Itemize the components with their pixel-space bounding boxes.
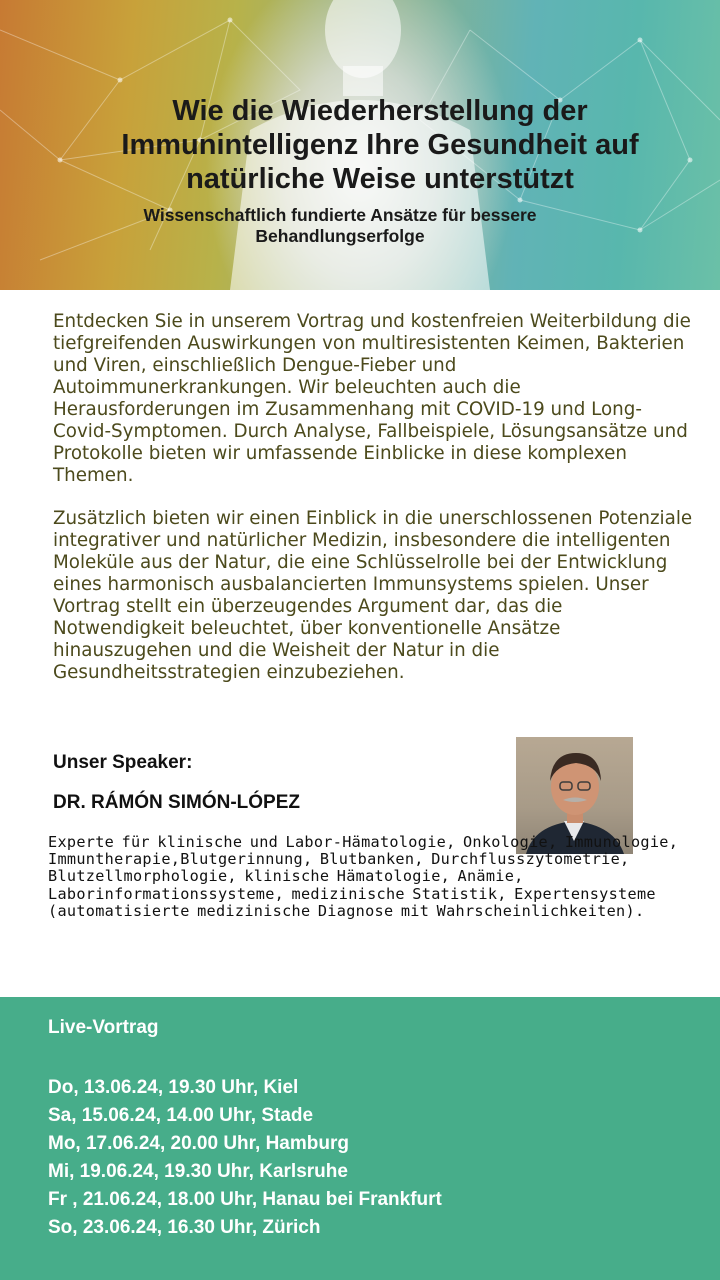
hero-banner — [0, 0, 720, 290]
intro-paragraph-1: Entdecken Sie in unserem Vortrag und kostenfreien Weiterbildung die tiefgreifenden Auswirkungen von multiresistenten Keimen, Bakterien und Viren, einschließlich Dengue-Fieber und Autoimmunerkrankungen. Wir beleuchten auch die Herausforderungen im Zusammenhang mit COVID-19 und Long-Covid-Symptomen. Durch Analyse, Fallbeispiele, Lösungsansätze und Protokolle bieten wir umfassende Einblicke in diese komplexen Themen. — [53, 311, 691, 486]
event-item: Mo, 17.06.24, 20.00 Uhr, Hamburg — [48, 1133, 349, 1154]
events-heading: Live-Vortrag — [48, 1017, 159, 1038]
page-title: Wie die Wiederherstellung der Immunintelligenz Ihre Gesundheit auf natürliche Weise unterstützt — [121, 95, 639, 195]
speaker-name: DR. RÁMÓN SIMÓN-LÓPEZ — [53, 792, 300, 813]
event-item: Sa, 15.06.24, 14.00 Uhr, Stade — [48, 1105, 314, 1126]
event-item: Do, 13.06.24, 19.30 Uhr, Kiel — [48, 1077, 299, 1098]
speaker-heading: Unser Speaker: — [53, 752, 193, 773]
event-dates-section — [0, 997, 720, 1280]
event-list — [48, 1074, 442, 1242]
event-item: Fr , 21.06.24, 18.00 Uhr, Hanau bei Frankfurt — [48, 1189, 442, 1210]
event-item: Mi, 19.06.24, 19.30 Uhr, Karlsruhe — [48, 1161, 348, 1182]
intro-paragraph-2: Zusätzlich bieten wir einen Einblick in die unerschlossenen Potenziale integrativer und natürlicher Medizin, insbesondere die intelligenten Moleküle aus der Natur, die eine Schlüsselrolle bei der Entwicklung eines harmonisch ausbalancierten Immunsystems spielen. Unser Vortrag stellt ein überzeugendes Argument dar, das die Notwendigkeit beleuchtet, über konventionelle Ansätze hinauszugehen und die Weisheit der Natur in die Gesundheitsstrategien einzubeziehen. — [53, 508, 693, 683]
page-subtitle: Wissenschaftlich fundierte Ansätze für bessere Behandlungserfolge — [143, 205, 537, 246]
event-item: So, 23.06.24, 16.30 Uhr, Zürich — [48, 1217, 321, 1238]
speaker-bio: Experte für klinische und Labor-Hämatologie, Onkologie, Immunologie, Immuntherapie,Blutgerinnung, Blutbanken, Durchflusszytometrie, Blutzellmorphologie, klinische Hämatologie, Anämie, Laborinformationssysteme, medizinische Statistik, Expertensysteme (automatisierte medizinische Diagnose mit Wahrscheinlichkeiten). — [48, 833, 679, 920]
